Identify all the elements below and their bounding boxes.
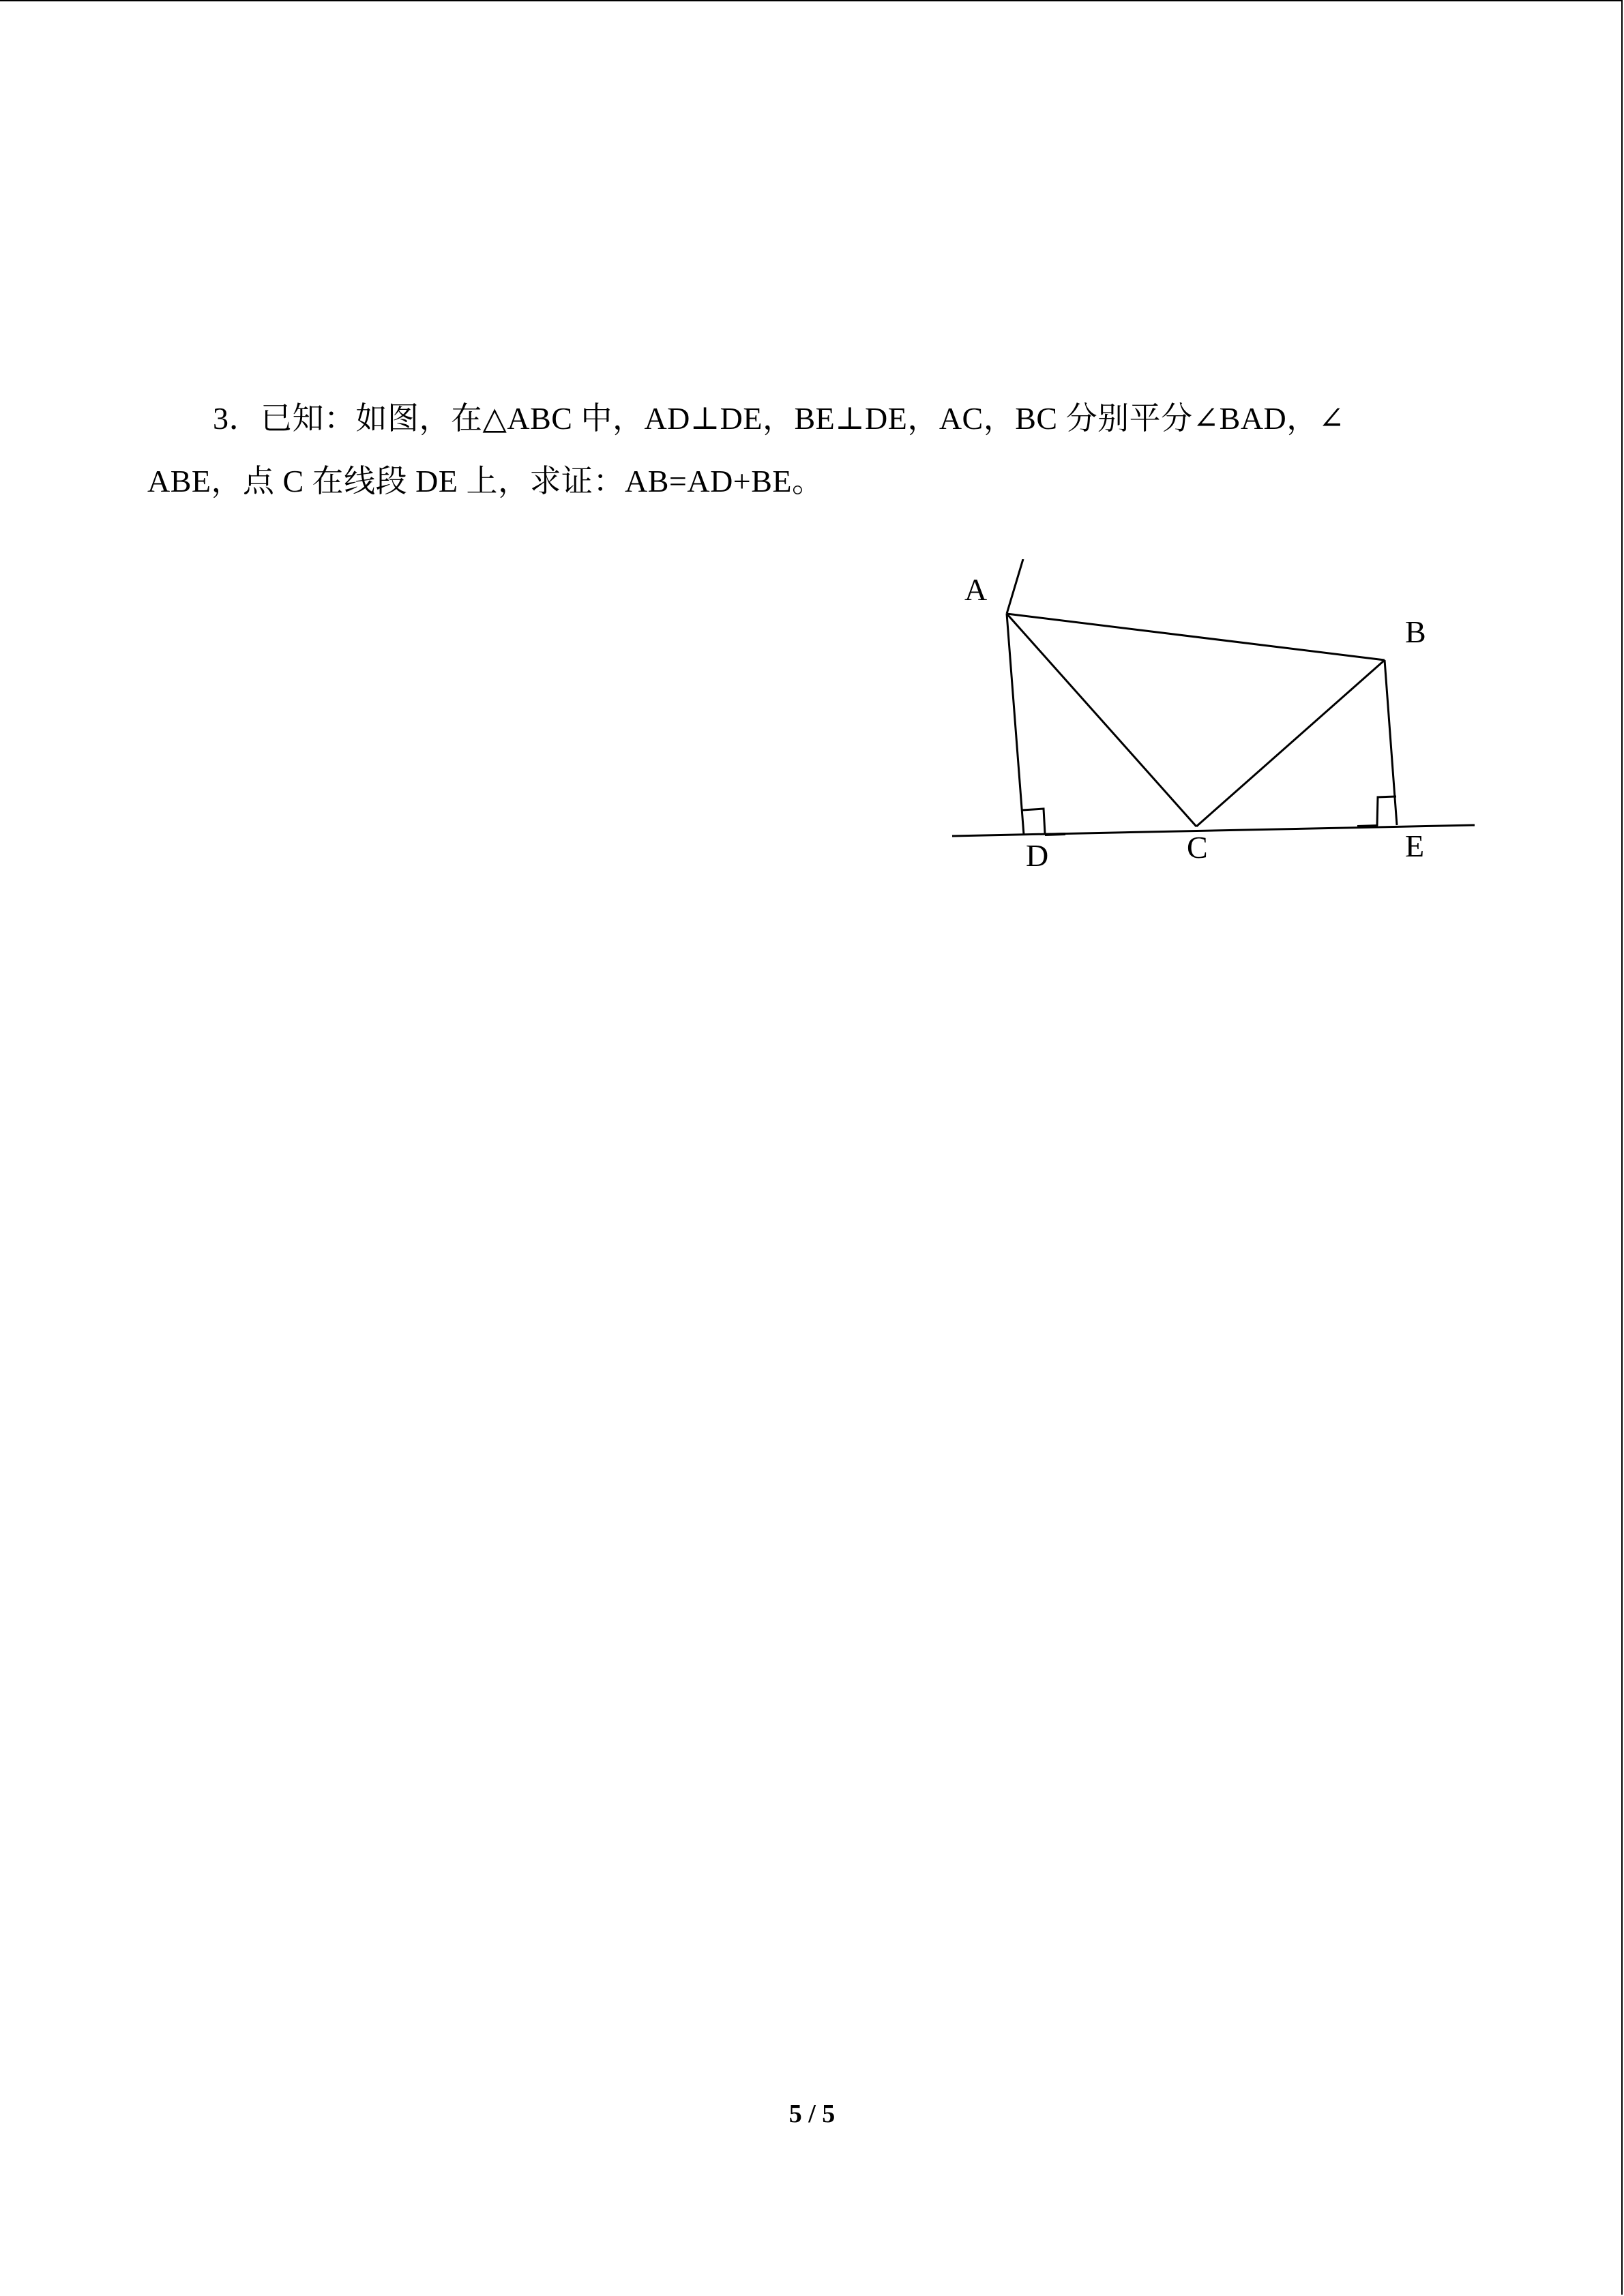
geometry-figure <box>941 559 1487 886</box>
segment-ab <box>1007 614 1385 660</box>
right-angle-tick-d <box>1045 834 1065 835</box>
problem-text <box>147 387 1443 513</box>
segment-be <box>1385 660 1397 825</box>
right-angle-mark-d <box>1022 809 1045 833</box>
page-number: 5 / 5 <box>788 2100 836 2128</box>
problem-line-2: ABE，点 C 在线段 DE 上，求证：AB=AD+BE。 <box>147 464 824 498</box>
line-de <box>952 825 1475 836</box>
segment-ad-line <box>1007 614 1024 835</box>
segment-ac <box>1007 614 1196 826</box>
label-a: A <box>964 572 988 607</box>
segment-bc <box>1196 660 1385 826</box>
geometry-diagram <box>941 559 1487 886</box>
right-angle-mark-e <box>1377 796 1396 826</box>
label-d: D <box>1026 838 1049 873</box>
label-b: B <box>1405 614 1426 649</box>
label-c: C <box>1187 830 1208 865</box>
problem-line-1: 3．已知：如图，在△ABC 中，AD⊥DE，BE⊥DE，AC，BC 分别平分∠BAD，∠ <box>213 401 1345 436</box>
segment-ad <box>1007 559 1023 614</box>
label-e: E <box>1405 829 1425 863</box>
